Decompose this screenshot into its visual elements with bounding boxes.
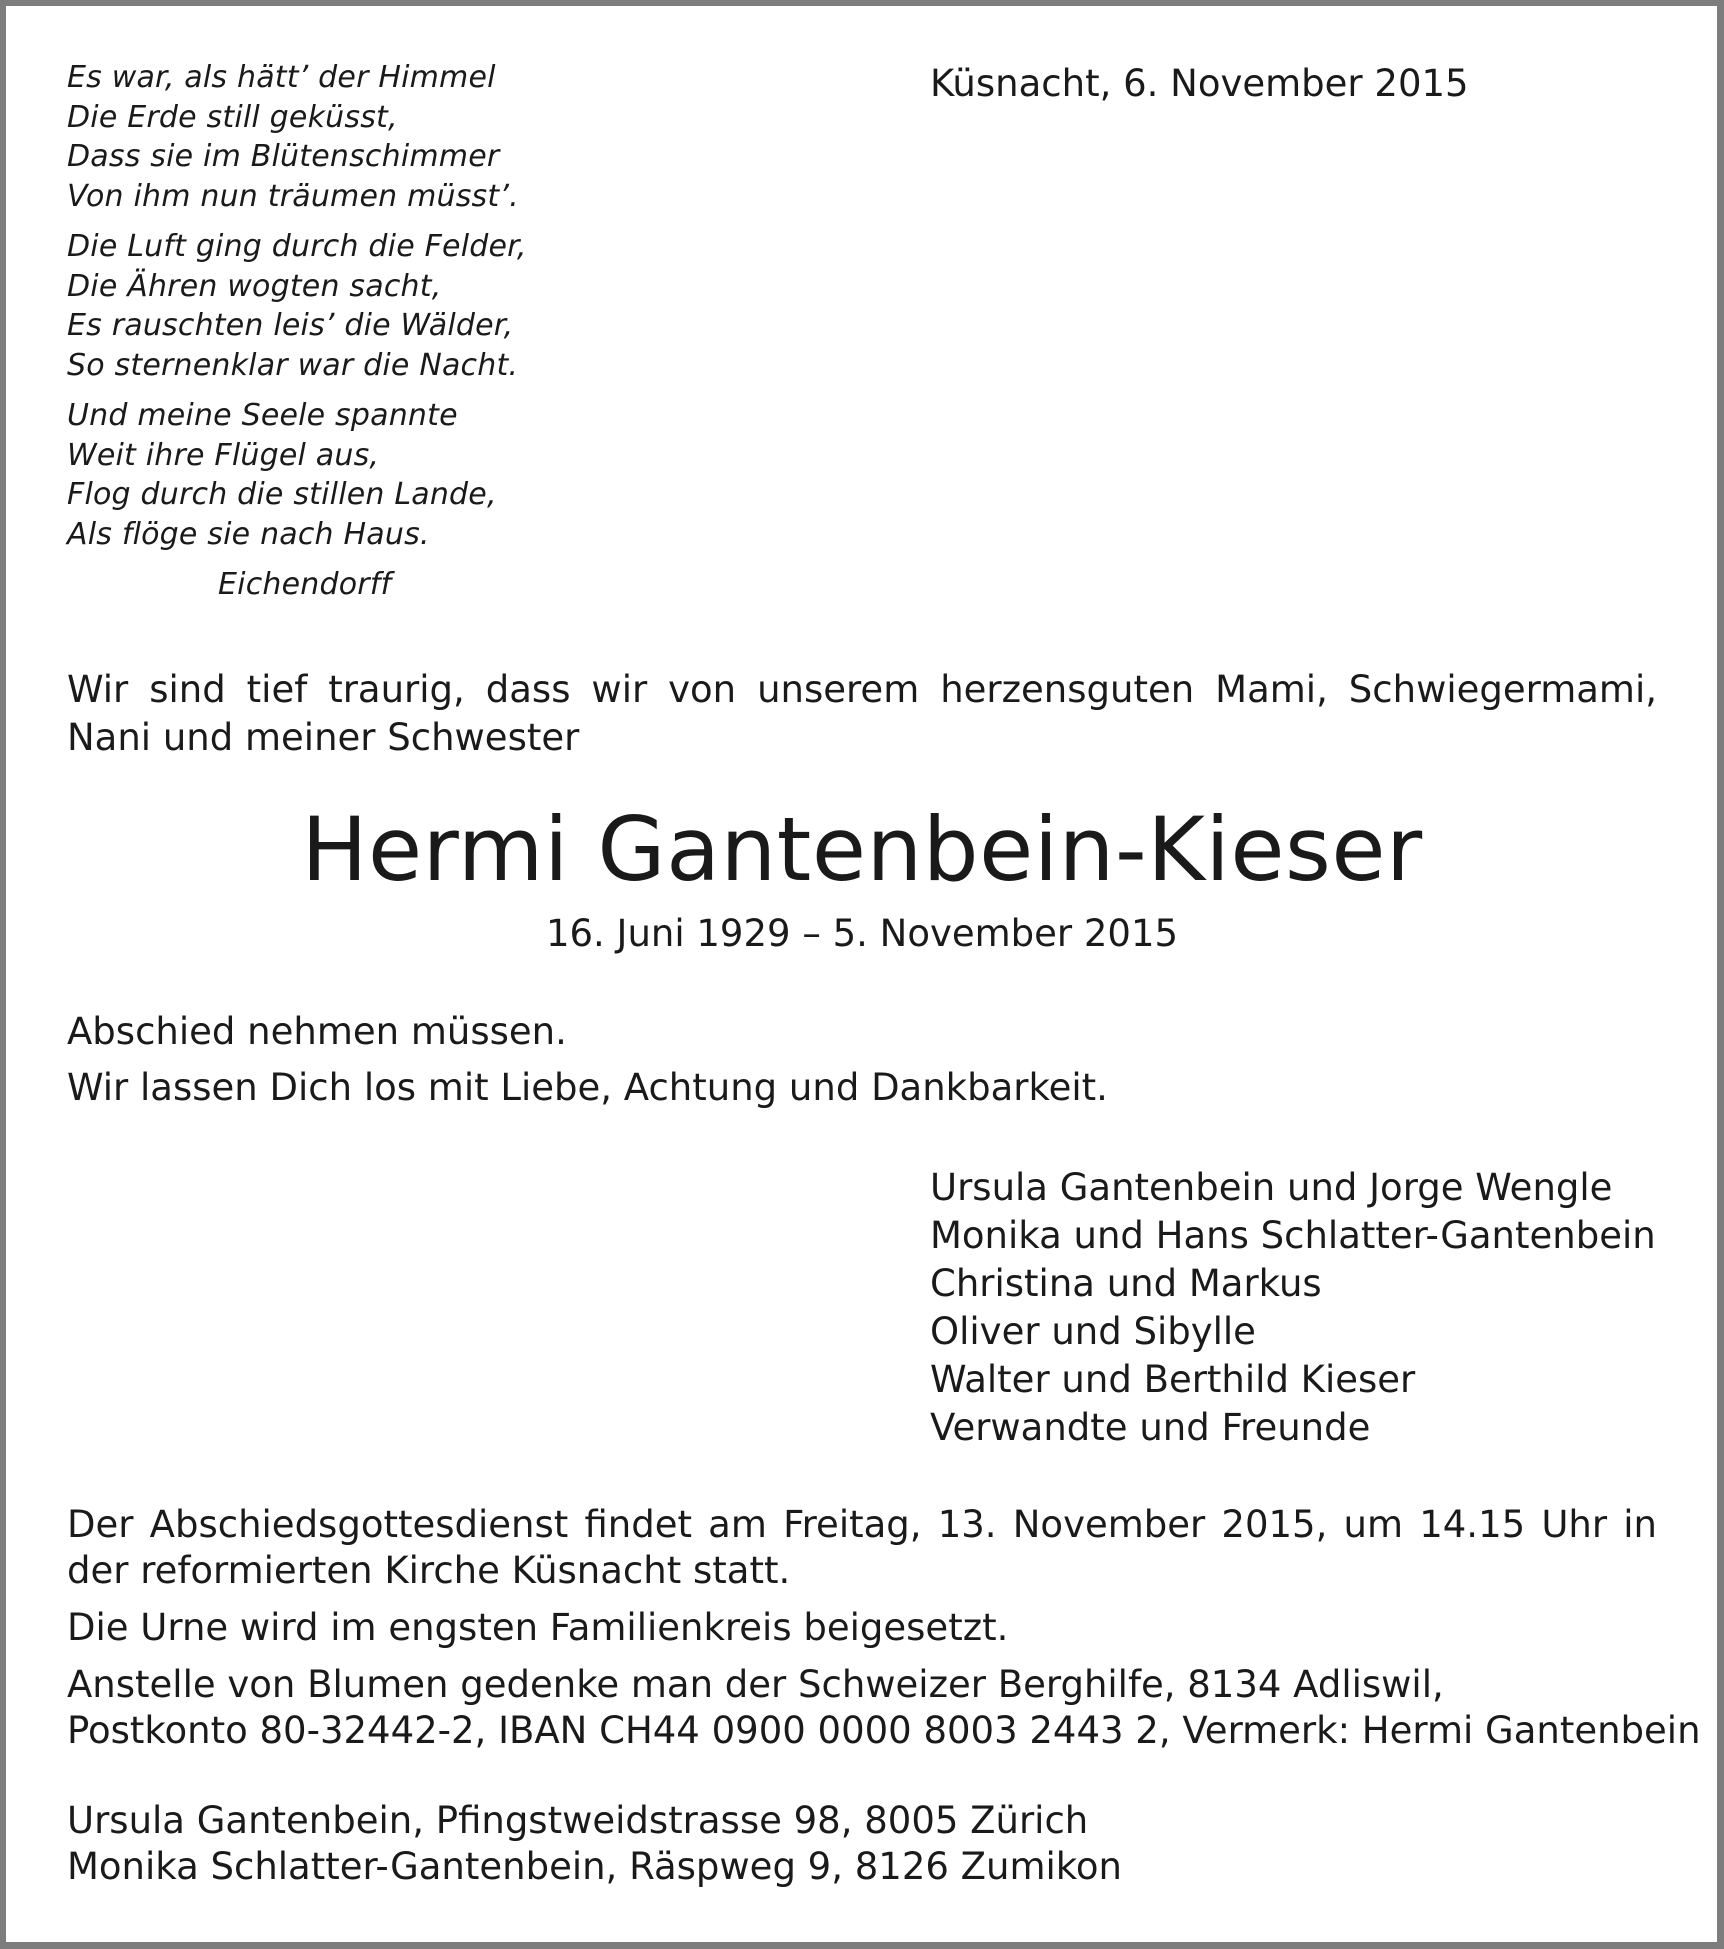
- intro-text: Wir sind tief traurig, dass wir von unserem herzensguten Mami, Schwiegermami, Nani und meiner Schwester: [67, 668, 1657, 759]
- poem-line: Und meine Seele spannte: [67, 398, 458, 433]
- mourner-name: Walter und Berthild Kieser: [930, 1358, 1416, 1401]
- poem-line: Die Ähren wogten sacht,: [67, 268, 442, 304]
- deceased-name: Hermi Gantenbein-Kieser: [301, 798, 1423, 901]
- life-dates: 16. Juni 1929 – 5. November 2015: [545, 912, 1179, 955]
- contact-addresses: [67, 1798, 1122, 1890]
- mourner-name: Christina und Markus: [930, 1262, 1322, 1305]
- poem-line: Als flöge sie nach Haus.: [67, 516, 430, 552]
- farewell-line: Wir lassen Dich los mit Liebe, Achtung und Dankbarkeit.: [67, 1066, 1108, 1109]
- poem-line: Von ihm nun träumen müsst’.: [67, 178, 519, 214]
- poem-line: Dass sie im Blütenschimmer: [67, 139, 500, 174]
- ceremony-text: Der Abschiedsgottesdienst findet am Freitag, 13. November 2015, um 14.15 Uhr in der reformierten Kirche Küsnacht statt.: [67, 1503, 1657, 1592]
- poem: [67, 58, 587, 605]
- mourner-name: Verwandte und Freunde: [930, 1406, 1371, 1449]
- farewell-line: Abschied nehmen müssen.: [67, 1010, 567, 1053]
- place-date: Küsnacht, 6. November 2015: [930, 62, 1469, 105]
- poem-author: Eichendorff: [218, 567, 392, 602]
- address-line: Monika Schlatter-Gantenbein, Räspweg 9, 8126 Zumikon: [67, 1845, 1122, 1888]
- farewell-text: [67, 1008, 1108, 1120]
- service-info: [67, 1502, 1701, 1754]
- burial-text: Die Urne wird im engsten Familienkreis beigesetzt.: [67, 1606, 1009, 1649]
- poem-line: Flog durch die stillen Lande,: [67, 477, 497, 512]
- donation-line: Anstelle von Blumen gedenke man der Schweizer Berghilfe, 8134 Adliswil,: [67, 1663, 1444, 1706]
- mourners-list: [930, 1164, 1656, 1452]
- poem-stanza-1: [67, 58, 587, 216]
- poem-line: Die Erde still geküsst,: [67, 99, 398, 135]
- poem-stanza-3: [67, 396, 587, 554]
- address-line: Ursula Gantenbein, Pfingstweidstrasse 98, 8005 Zürich: [67, 1799, 1089, 1842]
- mourner-name: Ursula Gantenbein und Jorge Wengle: [930, 1166, 1613, 1209]
- poem-line: Weit ihre Flügel aus,: [67, 437, 380, 473]
- poem-line: Die Luft ging durch die Felder,: [67, 229, 527, 264]
- poem-line: So sternenklar war die Nacht.: [67, 347, 519, 383]
- mourner-name: Oliver und Sibylle: [930, 1310, 1256, 1353]
- poem-line: Es war, als hätt’ der Himmel: [67, 60, 496, 95]
- donation-line: Postkonto 80-32442-2, IBAN CH44 0900 0000 8003 2443 2, Vermerk: Hermi Gantenbein: [67, 1709, 1701, 1752]
- poem-line: Es rauschten leis’ die Wälder,: [67, 308, 514, 343]
- poem-stanza-2: [67, 227, 587, 385]
- mourner-name: Monika und Hans Schlatter-Gantenbein: [930, 1214, 1656, 1257]
